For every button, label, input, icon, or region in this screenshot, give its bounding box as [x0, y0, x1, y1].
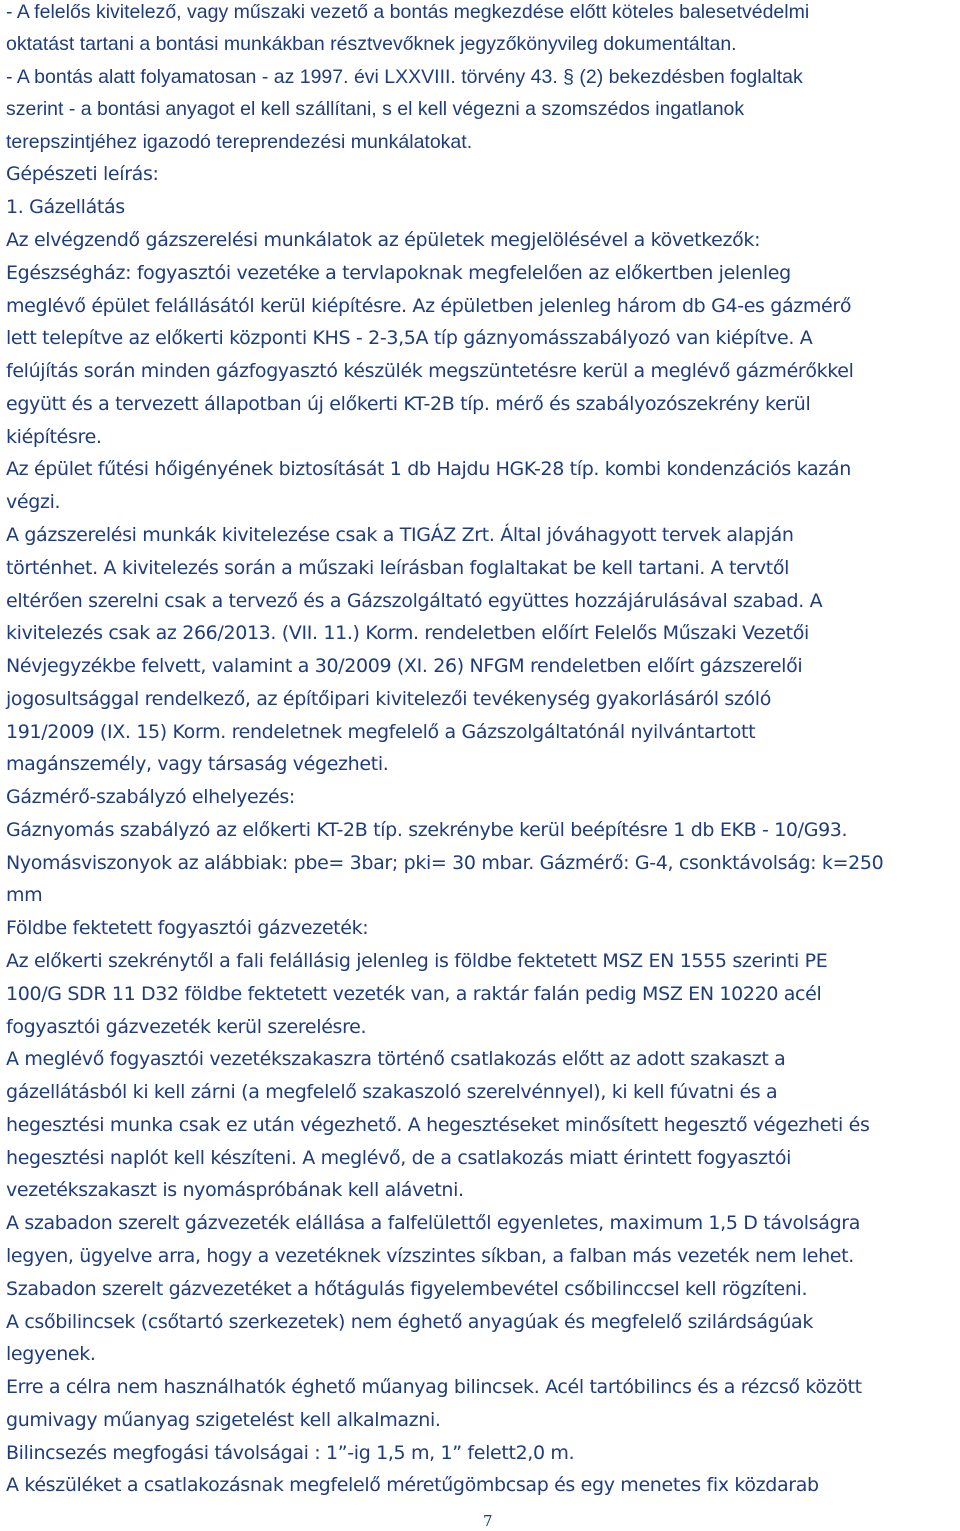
text-line: legyen, ügyelve arra, hogy a vezetéknek vízszintes síkban, a falban más vezeték nem lehet. [6, 1245, 854, 1267]
text-line: Szabadon szerelt gázvezetéket a hőtágulás figyelembevétel csőbilinccsel kell rögzíteni. [6, 1278, 808, 1300]
text-line: történhet. A kivitelezés során a műszaki leírásban foglaltakat be kell tartani. A tervtől [6, 557, 790, 579]
text-line: lett telepítve az előkerti központi KHS - 2-3,5A típ gáznyomásszabályozó van kiépítve. A [6, 327, 813, 349]
text-line: együtt és a tervezett állapotban új előkerti KT-2B típ. mérő és szabályozószekrény kerül [6, 393, 811, 415]
text-line: jogosultsággal rendelkező, az építőipari kivitelezői tevékenység gyakorlásáról szóló [6, 688, 772, 710]
section-heading-mechanical: Gépészeti leírás: [6, 163, 159, 185]
text-line: Az elvégzendő gázszerelési munkálatok az épületek megjelölésével a következők: [6, 229, 761, 251]
section-heading-buried-pipeline: Földbe fektetett fogyasztói gázvezeték: [6, 917, 369, 939]
text-line: Névjegyzékbe felvett, valamint a 30/2009 (XI. 26) NFGM rendeletben előírt gázszerelői [6, 655, 803, 677]
section-heading-meter-regulator: Gázmérő-szabályzó elhelyezés: [6, 786, 295, 808]
text-line: fogyasztói gázvezeték kerül szerelésre. [6, 1016, 367, 1038]
text-line: terepszintjéhez igazodó tereprendezési munkálatokat. [6, 131, 473, 153]
text-line: - A felelős kivitelező, vagy műszaki vezető a bontás megkezdése előtt köteles balesetvédelmi [6, 1, 810, 23]
text-line: szerint - a bontási anyagot el kell szállítani, s el kell végezni a szomszédos ingatlanok [6, 98, 745, 120]
text-line: 191/2009 (IX. 15) Korm. rendeletnek megfelelő a Gázszolgáltatónál nyilvántartott [6, 721, 756, 743]
subsection-heading-gas-supply: 1. Gázellátás [6, 196, 125, 218]
page-number: 7 [483, 1512, 493, 1530]
text-line: kivitelezés csak az 266/2013. (VII. 11.) Korm. rendeletben előírt Felelős Műszaki Vezetői [6, 622, 809, 644]
text-line: A csőbilincsek (csőtartó szerkezetek) nem éghető anyagúak és megfelelő szilárdságúak [6, 1311, 813, 1333]
text-line: A meglévő fogyasztói vezetékszakaszra történő csatlakozás előtt az adott szakaszt a [6, 1048, 786, 1070]
text-line: kiépítésre. [6, 426, 102, 448]
text-line: meglévő épület felállásától kerül kiépítésre. Az épületben jelenleg három db G4-es gázmérő [6, 295, 852, 317]
text-line: A készüléket a csatlakozásnak megfelelő méretűgömbcsap és egy menetes fix közdarab [6, 1474, 819, 1496]
text-line: legyenek. [6, 1343, 96, 1365]
text-line: végzi. [6, 491, 61, 513]
text-line: Gáznyomás szabályzó az előkerti KT-2B típ. szekrénybe kerül beépítésre 1 db EKB - 10/G93. [6, 819, 848, 841]
text-line: eltérően szerelni csak a tervező és a Gázszolgáltató együttes hozzájárulásával szabad. A [6, 590, 823, 612]
text-line: Az előkerti szekrénytől a fali felállásig jelenleg is földbe fektetett MSZ EN 1555 szerinti PE [6, 950, 828, 972]
text-line: hegesztési munka csak ez után végezhető. A hegesztéseket minősített hegesztő végezheti és [6, 1114, 870, 1136]
text-line: oktatást tartani a bontási munkákban résztvevőknek jegyzőkönyvileg dokumentáltan. [6, 33, 737, 55]
text-line: Erre a célra nem használhatók éghető műanyag bilincsek. Acél tartóbilincs és a rézcső között [6, 1376, 862, 1398]
text-line: gumivagy műanyag szigetelést kell alkalmazni. [6, 1409, 441, 1431]
text-line: - A bontás alatt folyamatosan - az 1997. évi LXXVIII. törvény 43. § (2) bekezdésben foglaltak [6, 66, 803, 88]
text-line: felújítás során minden gázfogyasztó készülék megszüntetésre kerül a meglévő gázmérőkkel [6, 360, 854, 382]
text-line: gázellátásból ki kell zárni (a megfelelő szakaszoló szerelvénnyel), ki kell fúvatni és a [6, 1081, 778, 1103]
text-line: mm [6, 884, 43, 906]
text-line: vezetékszakaszt is nyomáspróbának kell alávetni. [6, 1179, 464, 1201]
text-line: Nyomásviszonyok az alábbiak: pbe= 3bar; pki= 30 mbar. Gázmérő: G-4, csonktávolság: k=250 [6, 852, 884, 874]
text-line: magánszemély, vagy társaság végezheti. [6, 753, 389, 775]
text-line: A szabadon szerelt gázvezeték elállása a falfelülettől egyenletes, maximum 1,5 D távolságra [6, 1212, 861, 1234]
text-line: hegesztési naplót kell készíteni. A meglévő, de a csatlakozás miatt érintett fogyasztói [6, 1147, 792, 1169]
text-line: Az épület fűtési hőigényének biztosítását 1 db Hajdu HGK-28 típ. kombi kondenzációs kazán [6, 458, 851, 480]
text-line: 100/G SDR 11 D32 földbe fektetett vezeték van, a raktár falán pedig MSZ EN 10220 acél [6, 983, 822, 1005]
text-line: Bilincsezés megfogási távolságai : 1”-ig 1,5 m, 1” felett2,0 m. [6, 1442, 575, 1464]
text-line: Egészségház: fogyasztói vezetéke a tervlapoknak megfelelően az előkertben jelenleg [6, 262, 791, 284]
text-line: A gázszerelési munkák kivitelezése csak a TIGÁZ Zrt. Által jóváhagyott tervek alapján [6, 524, 794, 546]
